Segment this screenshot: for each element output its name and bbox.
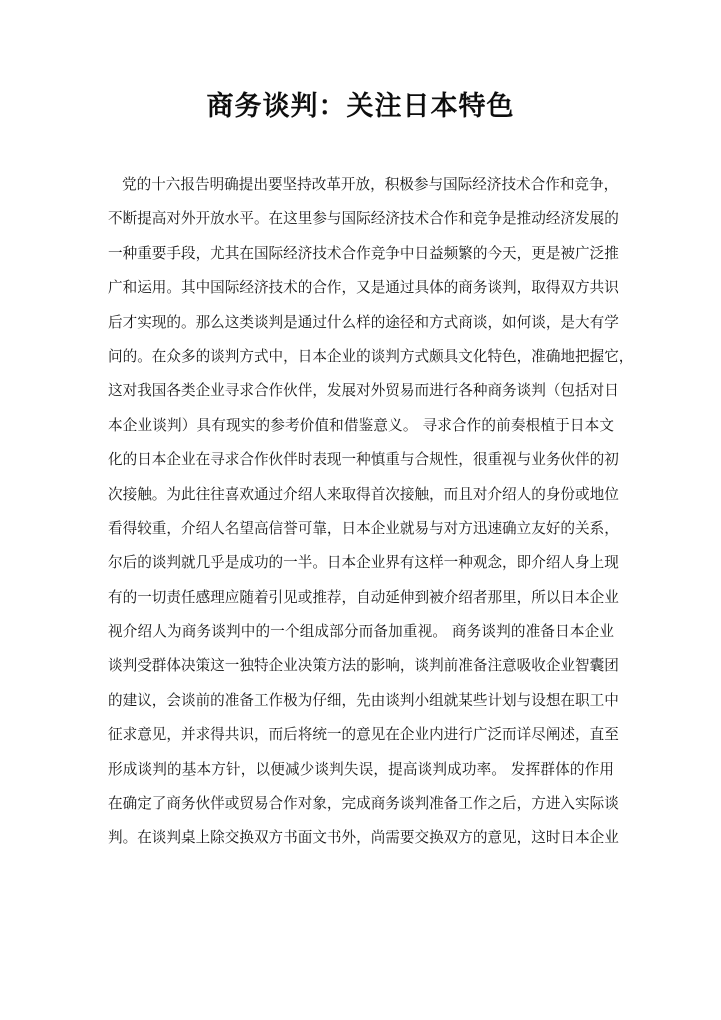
paragraph-line: 党的十六报告明确提出要坚持改革开放，积极参与国际经济技术合作和竞争， — [122, 176, 619, 193]
paragraph-line: 这对我国各类企业寻求合作伙伴，发展对外贸易而进行各种商务谈判（包括对日 — [108, 382, 619, 400]
paragraph-line: 视介绍人为商务谈判中的一个组成部分而备加重视。 商务谈判的准备日本企业 — [108, 623, 614, 641]
paragraph-line: 本企业谈判）具有现实的参考价值和借鉴意义。 寻求合作的前奏根植于日本文 — [108, 416, 614, 434]
paragraph-line: 后才实现的。那么这类谈判是通过什么样的途径和方式商谈，如何谈，是大有学 — [108, 313, 619, 331]
paragraph-line: 尔后的谈判就几乎是成功的一半。日本企业界有这样一种观念，即介绍人身上现 — [108, 554, 619, 572]
document-body — [108, 168, 634, 856]
paragraph-line: 问的。在众多的谈判方式中，日本企业的谈判方式颇具文化特色，准确地把握它， — [108, 347, 634, 365]
paragraph-line: 不断提高对外开放水平。在这里参与国际经济技术合作和竞争是推动经济发展的 — [108, 210, 619, 228]
paragraph-line: 判。在谈判桌上除交换双方书面文书外，尚需要交换双方的意见，这时日本企业 — [108, 829, 619, 847]
paragraph-line: 看得较重，介绍人名望高信誉可靠，日本企业就易与对方迅速确立友好的关系， — [108, 519, 619, 537]
paragraph-line: 在确定了商务伙伴或贸易合作对象，完成商务谈判准备工作之后，方进入实际谈 — [108, 795, 619, 813]
paragraph-line: 征求意见，并求得共识，而后将统一的意见在企业内进行广泛而详尽阐述，直至 — [108, 726, 619, 744]
paragraph-line: 化的日本企业在寻求合作伙伴时表现一种慎重与合规性，很重视与业务伙伴的初 — [108, 451, 619, 469]
paragraph-line: 有的一切责任感理应随着引见或推荐，自动延伸到被介绍者那里，所以日本企业 — [108, 588, 619, 606]
paragraph-line: 次接触。为此往往喜欢通过介绍人来取得首次接触，而且对介绍人的身份或地位 — [108, 485, 619, 503]
paragraph-line: 谈判受群体决策这一独特企业决策方法的影响，谈判前准备注意吸收企业智囊团 — [108, 657, 619, 675]
paragraph-line: 广和运用。其中国际经济技术的合作，又是通过具体的商务谈判，取得双方共识 — [108, 279, 619, 297]
paragraph-line: 形成谈判的基本方针，以便减少谈判失误，提高谈判成功率。 发挥群体的作用 — [108, 760, 614, 778]
paragraph-line: 一种重要手段，尤其在国际经济技术合作竞争中日益频繁的今天，更是被广泛推 — [108, 244, 619, 262]
paragraph-line: 的建议，会谈前的准备工作极为仔细，先由谈判小组就某些计划与设想在职工中 — [108, 691, 619, 709]
document-title: 商务谈判：关注日本特色 — [206, 91, 515, 122]
